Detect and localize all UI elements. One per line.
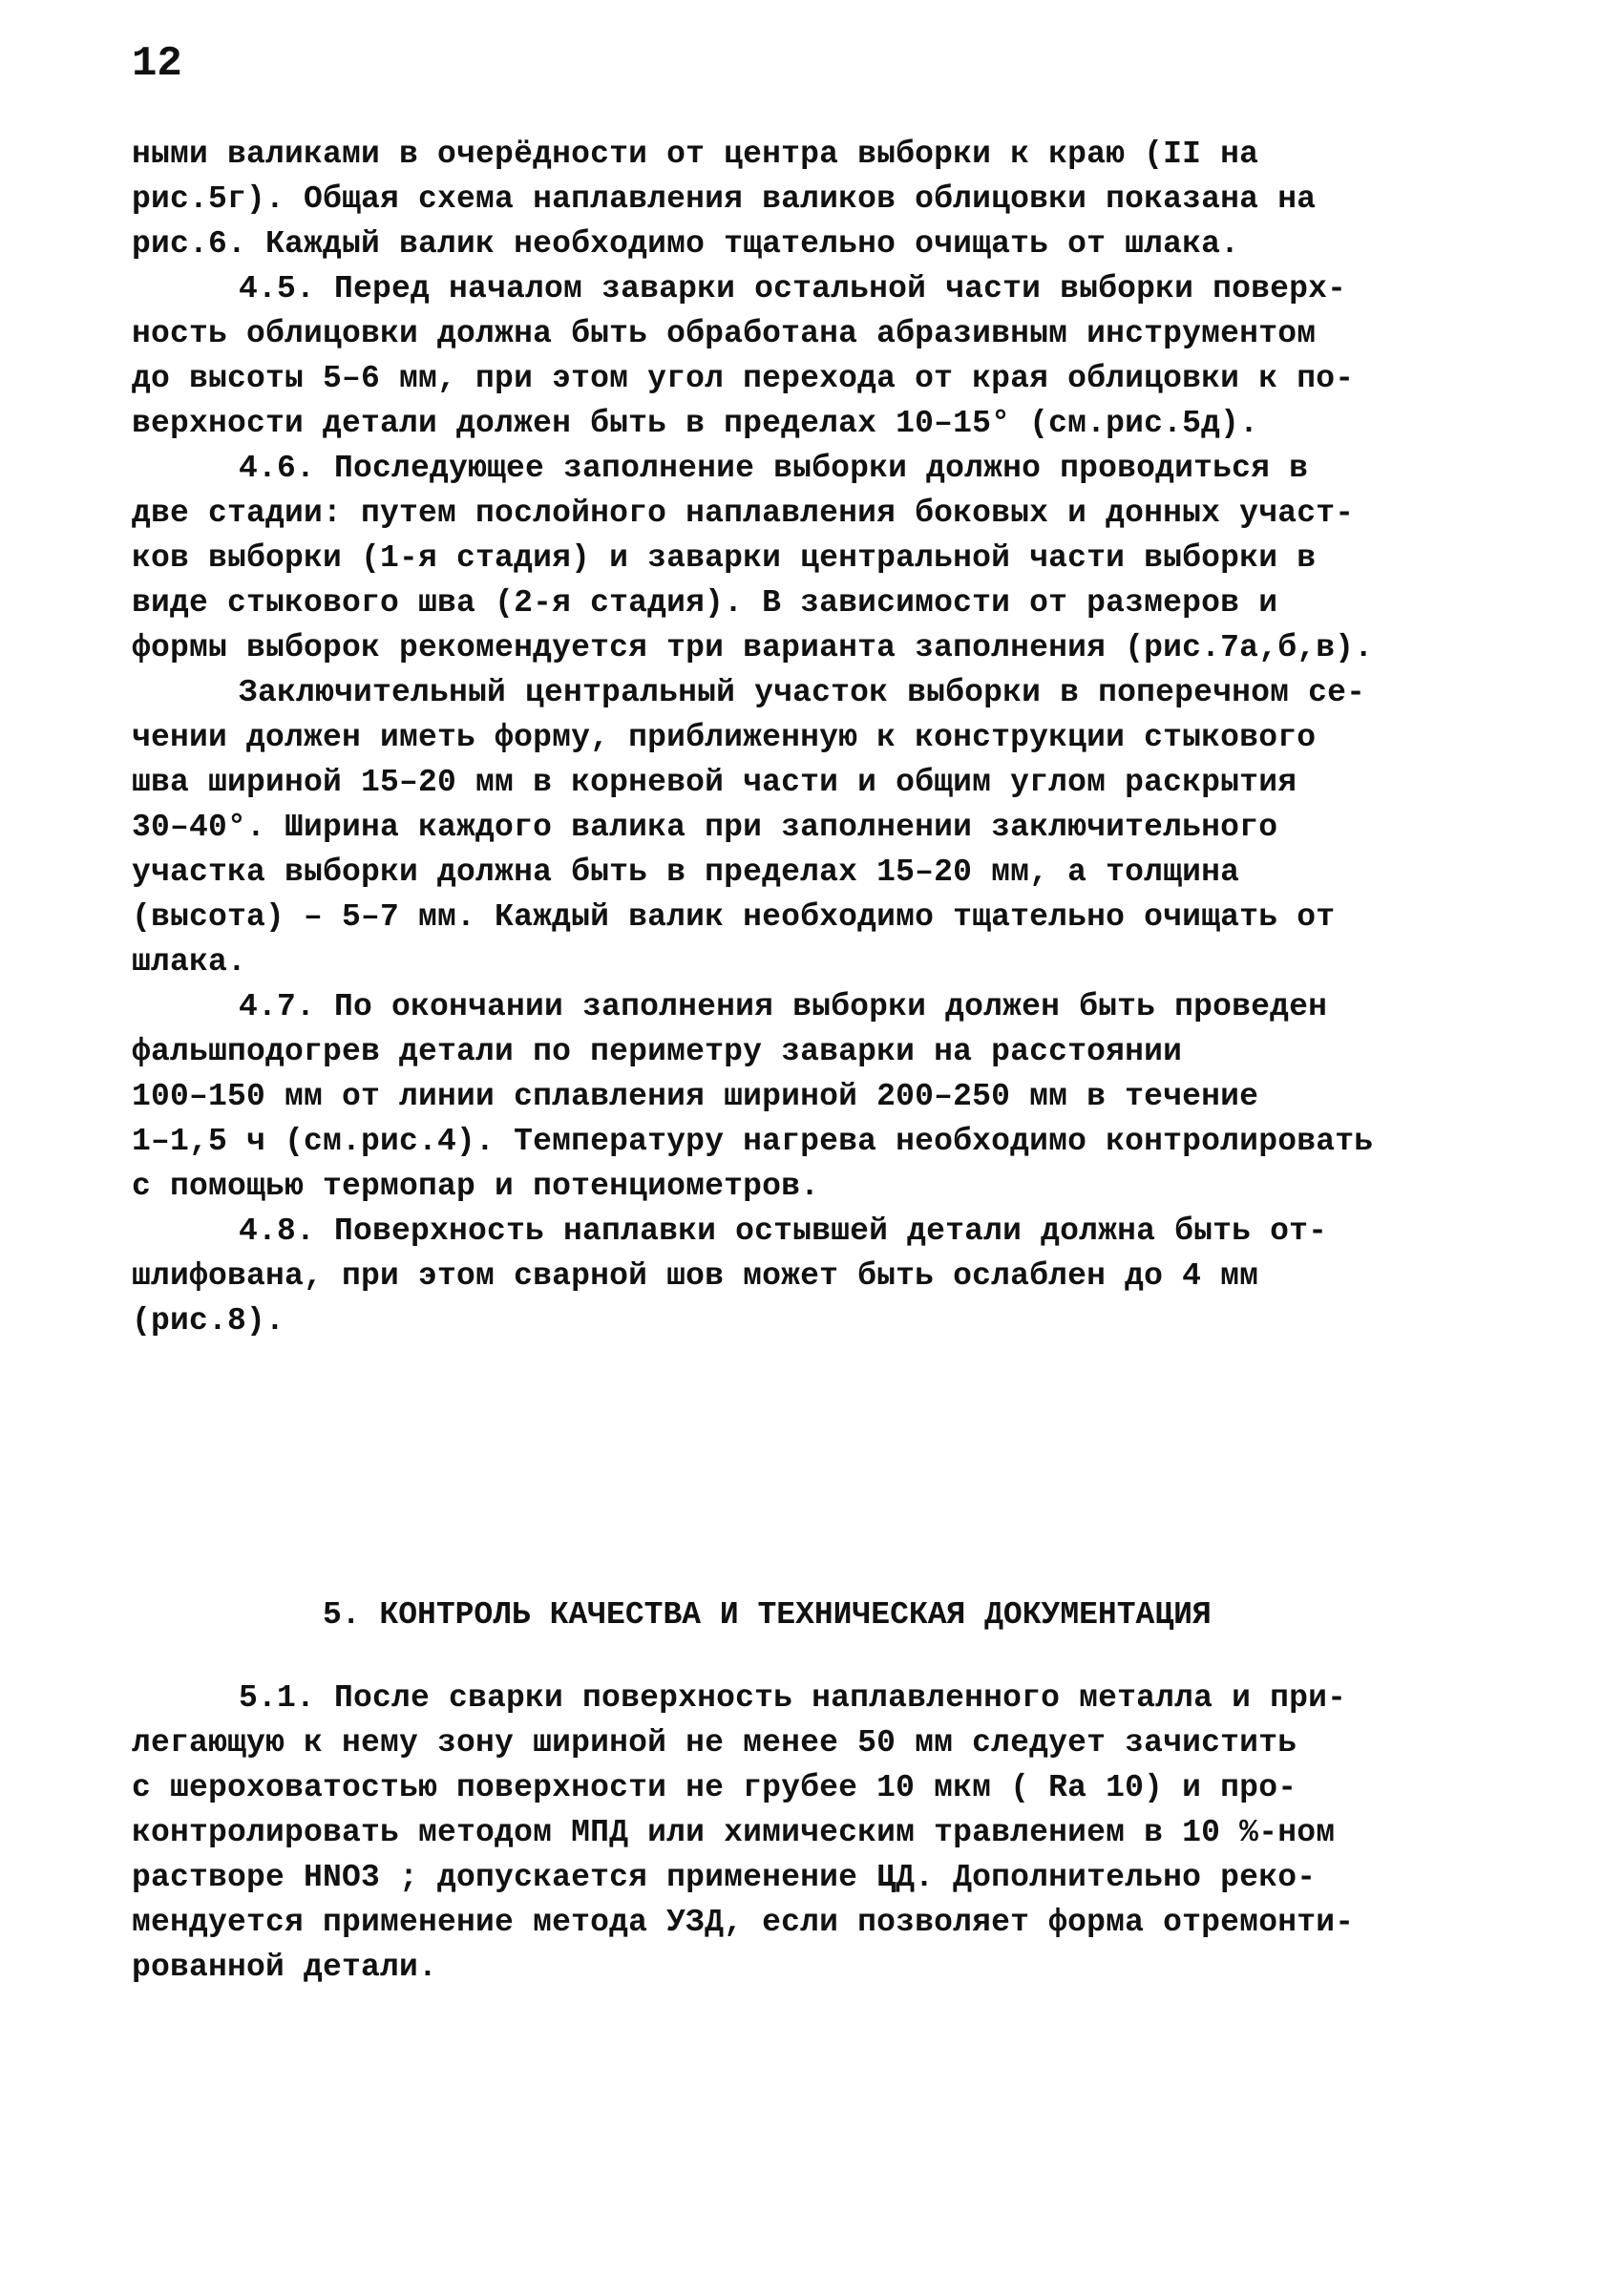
text-line: (высота) – 5–7 мм. Каждый валик необходимо тщательно очищать от <box>132 899 1336 935</box>
text-line: виде стыкового шва (2-я стадия). В зависимости от размеров и <box>132 585 1278 621</box>
text-line: контролировать методом МПД или химическим травлением в 10 %-ном <box>132 1815 1336 1850</box>
text-line: 4.7. По окончании заполнения выборки должен быть проведен <box>239 989 1328 1024</box>
text-line: ность облицовки должна быть обработана абразивным инструментом <box>132 316 1317 351</box>
text-line: с помощью термопар и потенциометров. <box>132 1169 820 1204</box>
text-line: 100–150 мм от линии сплавления шириной 200–250 мм в течение <box>132 1079 1259 1114</box>
text-line: рованной детали. <box>132 1950 438 1985</box>
text-line: рис.6. Каждый валик необходимо тщательно очищать от шлака. <box>132 226 1240 262</box>
text-line: шлака. <box>132 944 247 980</box>
text-line: Заключительный центральный участок выборки в поперечном се- <box>239 675 1366 710</box>
text-line: шлифована, при этом сварной шов может быть ослаблен до 4 мм <box>132 1258 1259 1294</box>
text-line: 30–40°. Ширина каждого валика при заполнении заключительного <box>132 810 1278 845</box>
text-line: фальшподогрев детали по периметру заварки на расстоянии <box>132 1034 1183 1069</box>
text-line: ными валиками в очерёдности от центра выборки к краю (II на <box>132 137 1259 172</box>
text-line: рис.5г). Общая схема наплавления валиков облицовки показана на <box>132 181 1317 217</box>
text-line: 4.5. Перед началом заварки остальной части выборки поверх- <box>239 271 1347 306</box>
text-line: верхности детали должен быть в пределах 10–15° (см.рис.5д). <box>132 406 1259 441</box>
text-line: мендуется применение метода УЗД, если позволяет форма отремонти- <box>132 1905 1355 1940</box>
text-line: 4.6. Последующее заполнение выборки должно проводиться в <box>239 451 1309 486</box>
text-line: до высоты 5–6 мм, при этом угол перехода от края облицовки к по- <box>132 361 1355 396</box>
text-line: (рис.8). <box>132 1303 285 1339</box>
text-line: растворе HNO3 ; допускается применение ЦД. Дополнительно реко- <box>132 1860 1317 1895</box>
page-number: 12 <box>132 40 182 88</box>
section-heading: 5. КОНТРОЛЬ КАЧЕСТВА И ТЕХНИЧЕСКАЯ ДОКУМЕНТАЦИЯ <box>323 1597 1212 1633</box>
text-line: ков выборки (1-я стадия) и заварки центральной части выборки в <box>132 540 1317 576</box>
text-line: легающую к нему зону шириной не менее 50 мм следует зачистить <box>132 1725 1297 1761</box>
text-line: участка выборки должна быть в пределах 15–20 мм, а толщина <box>132 854 1240 890</box>
text-line: чении должен иметь форму, приближенную к конструкции стыкового <box>132 720 1317 755</box>
body-text-block-1 <box>132 132 1526 1343</box>
text-line: 1–1,5 ч (см.рис.4). Температуру нагрева необходимо контролировать <box>132 1124 1374 1159</box>
text-line: 5.1. После сварки поверхность наплавленного металла и при- <box>239 1680 1347 1716</box>
body-text-block-2 <box>132 1676 1526 1990</box>
text-line: шва шириной 15–20 мм в корневой части и общим углом раскрытия <box>132 765 1297 800</box>
text-line: с шероховатостью поверхности не грубее 10 мкм ( Ra 10) и про- <box>132 1770 1297 1805</box>
text-line: две стадии: путем послойного наплавления боковых и донных участ- <box>132 496 1355 531</box>
text-line: 4.8. Поверхность наплавки остывшей детали должна быть от- <box>239 1213 1328 1249</box>
text-line: формы выборок рекомендуется три варианта заполнения (рис.7а,б,в). <box>132 630 1374 665</box>
